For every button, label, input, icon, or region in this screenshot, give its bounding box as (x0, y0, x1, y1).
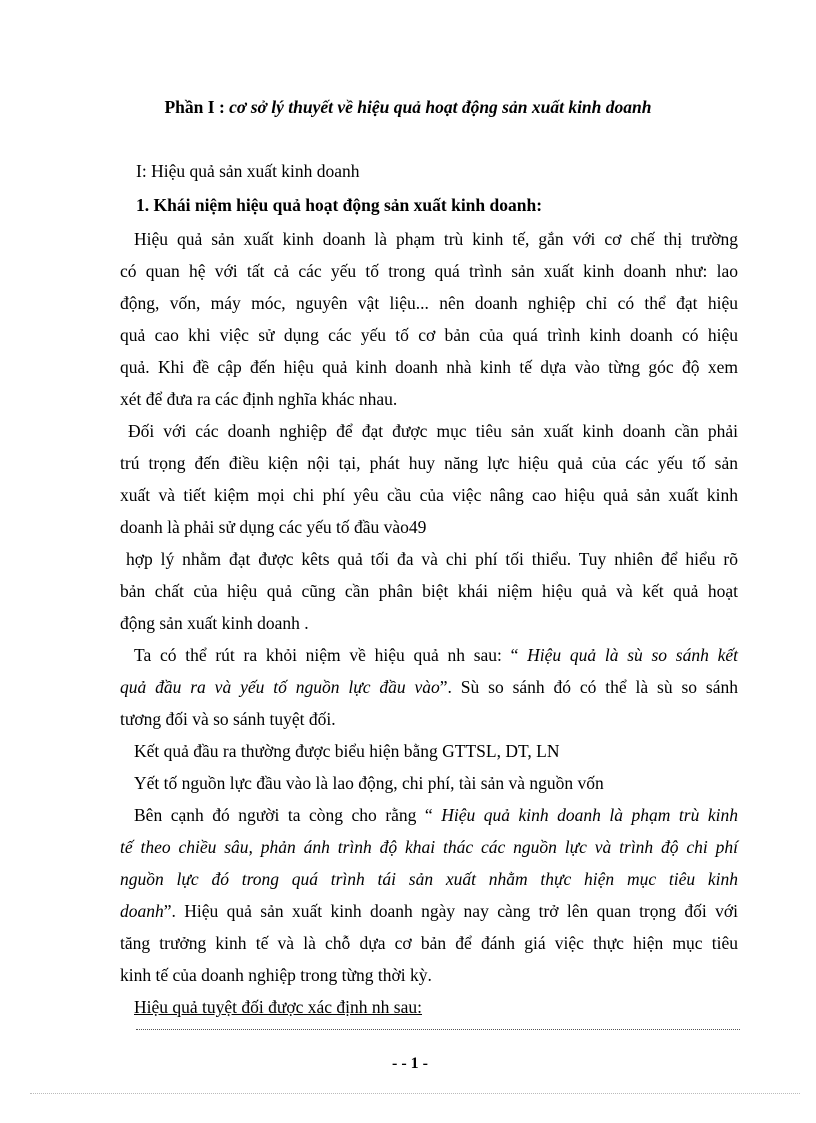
quote-text: doanh (120, 901, 164, 921)
quote-text: Hiệu quả kinh doanh là phạm trù kinh (441, 805, 738, 825)
paragraph-line: hợp lý nhằm đạt được kêts quả tối đa và chi phí tối thiểu. Tuy nhiên để hiểu rõ (126, 549, 738, 569)
footer-divider (136, 1029, 740, 1030)
paragraph-line: quả. Khi đề cập đến hiệu quả kinh doanh nhà kinh tế dựa vào từng góc độ xem (120, 357, 738, 377)
quote-text: Hiệu quả là sù so sánh kết (527, 645, 738, 665)
text-segment: Ta có thể rút ra khỏi niệm về hiệu quả nh sau: “ (134, 645, 528, 665)
paragraph-line: động, vốn, máy móc, nguyên vật liệu... nên doanh nghiệp chỉ có thể đạt hiệu (120, 293, 738, 313)
paragraph-line: xét để đưa ra các định nghĩa khác nhau. (120, 389, 398, 409)
paragraph-line: Kết quả đầu ra thường được biểu hiện bằng GTTSL, DT, LN (134, 741, 560, 761)
paragraph-line (120, 901, 738, 921)
text-segment: Bên cạnh đó người ta còng cho rằng “ (134, 805, 442, 825)
title-prefix: Phần I : (164, 97, 230, 117)
subsection-heading: 1. Khái niệm hiệu quả hoạt động sản xuất kinh doanh: (136, 195, 543, 215)
paragraph-line (134, 645, 738, 665)
section-heading: I: Hiệu quả sản xuất kinh doanh (136, 161, 360, 181)
paragraph-line (134, 805, 738, 825)
paragraph-line: trú trọng đến điều kiện nội tại, phát huy năng lực hiệu quả của các yếu tố sản (120, 453, 738, 473)
title-text: cơ sở lý thuyết về hiệu quả hoạt động sản xuất kinh doanh (229, 97, 652, 117)
paragraph-line: động sản xuất kinh doanh . (120, 613, 309, 633)
paragraph-line: doanh là phải sử dụng các yếu tố đầu vào49 (120, 517, 427, 537)
page-number: - - 1 - (392, 1055, 428, 1072)
paragraph-line: Hiệu quả sản xuất kinh doanh là phạm trù kinh tế, gắn với cơ chế thị trường (134, 229, 738, 249)
paragraph-line: Yết tố nguồn lực đầu vào là lao động, chi phí, tài sản và nguồn vốn (134, 773, 604, 793)
paragraph-line: tương đối và so sánh tuyệt đối. (120, 709, 336, 729)
paragraph-line: tăng trưởng kinh tế và là chỗ dựa cơ bản để đánh giá việc thực hiện mục tiêu (120, 933, 738, 953)
paragraph-line: kinh tế của doanh nghiệp trong từng thời kỳ. (120, 965, 432, 985)
paragraph-line: Đối với các doanh nghiệp để đạt được mục tiêu sản xuất kinh doanh cần phải (128, 421, 738, 441)
paragraph-line (120, 677, 738, 697)
page-bottom-divider (30, 1093, 800, 1094)
paragraph-line: xuất và tiết kiệm mọi chi phí yêu cầu của việc nâng cao hiệu quả sản xuất kinh (120, 485, 738, 505)
text-segment: ”. Hiệu quả sản xuất kinh doanh ngày nay càng trở lên quan trọng đối với (163, 901, 738, 921)
paragraph-line: bản chất của hiệu quả cũng cần phân biệt khái niệm hiệu quả và kết quả hoạt (120, 581, 738, 601)
quote-text: quả đầu ra và yếu tố nguồn lực đầu vào (120, 677, 440, 697)
paragraph-line: tế theo chiều sâu, phản ánh trình độ khai thác các nguồn lực và trình độ chi phí (120, 837, 738, 857)
paragraph-line: quả cao khi việc sử dụng các yếu tố cơ bản của quá trình kinh doanh có hiệu (120, 325, 738, 345)
page-title (0, 97, 816, 118)
text-segment: ”. Sù so sánh đó có thể là sù so sánh (439, 677, 738, 697)
paragraph-line: có quan hệ với tất cả các yếu tố trong quá trình sản xuất kinh doanh như: lao (120, 261, 738, 281)
paragraph-line: nguồn lực đó trong quá trình tái sản xuất nhằm thực hiện mục tiêu kinh (120, 869, 738, 889)
paragraph-line: Hiệu quả tuyệt đối được xác định nh sau: (134, 997, 422, 1017)
